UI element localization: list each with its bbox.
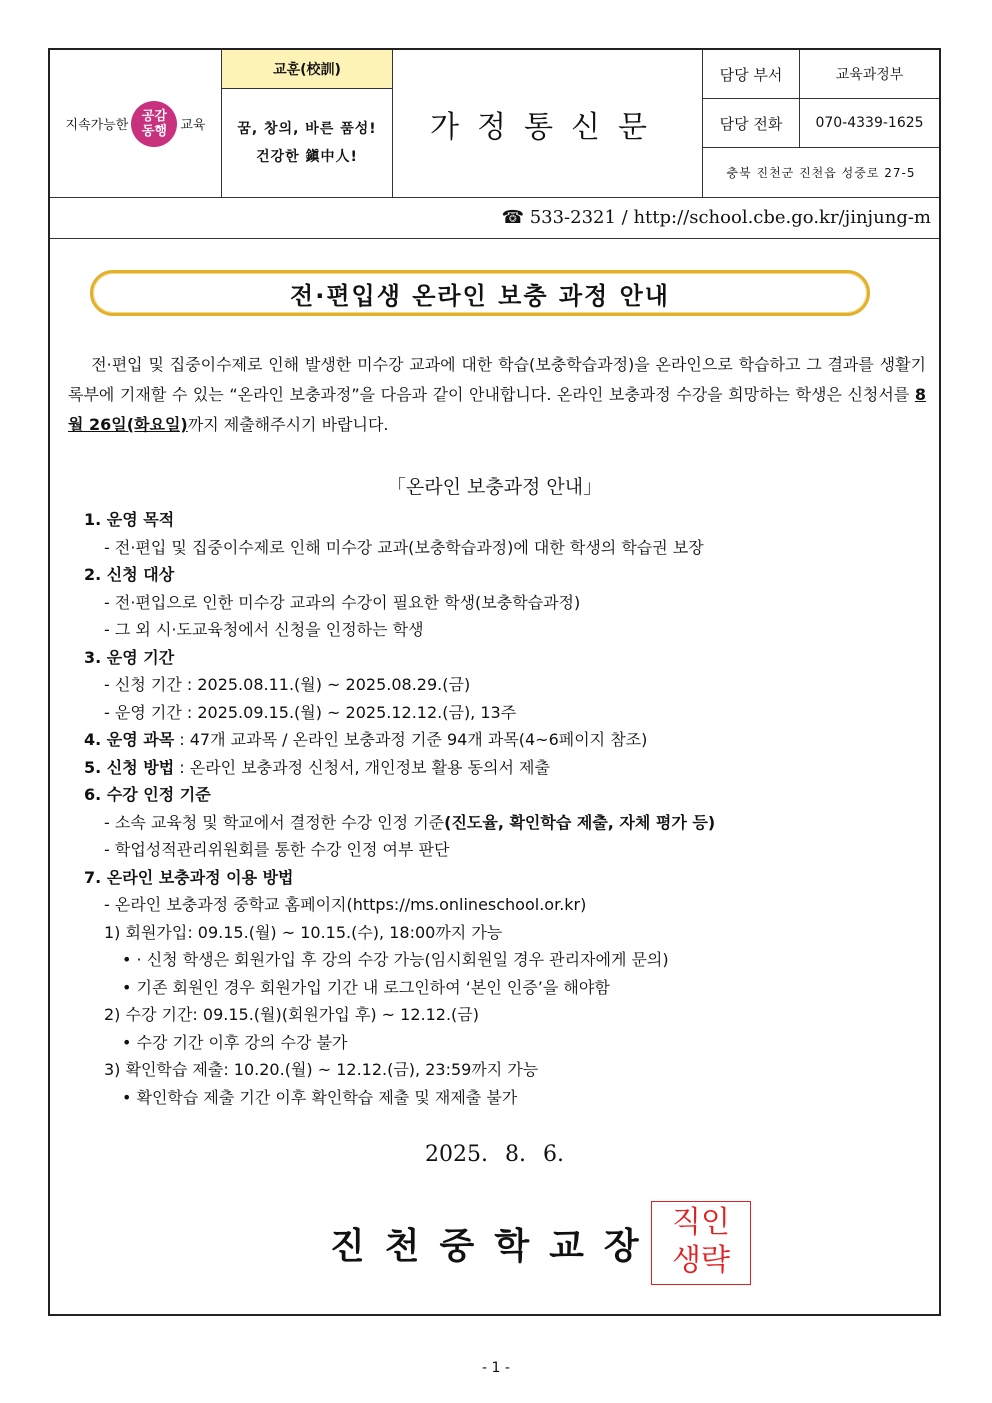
section-7-step-1: 1) 회원가입: 09.15.(월) ~ 10.15.(수), 18:00까지 가능	[104, 922, 503, 942]
school-motto	[222, 50, 393, 197]
section-1-title: 1. 운영 목적	[84, 510, 175, 529]
motto-title: 교훈(校訓)	[222, 50, 392, 89]
dept-label: 담당 부서	[703, 50, 800, 98]
section-2-item-2: - 그 외 시·도교육청에서 신청을 인정하는 학생	[104, 620, 424, 639]
intro-text-end: 까지 제출해주시기 바랍니다.	[187, 415, 389, 434]
section-7-item-1: - 온라인 보충과정 중학교 홈페이지(https://ms.onlineschool.or.kr)	[104, 895, 587, 914]
section-7-bullet-2: • 기존 회원인 경우 회원가입 기간 내 로그인하여 ‘본인 인증’을 해야함	[122, 977, 610, 997]
section-4-title: 4. 운영 과목	[84, 730, 175, 749]
page-number: - 1 -	[482, 1360, 510, 1376]
section-7-step-3: 3) 확인학습 제출: 10.20.(월) ~ 12.12.(금), 23:59까지 가능	[104, 1060, 539, 1079]
seal-omitted-stamp	[651, 1201, 751, 1285]
section-3-item-1: - 신청 기간 : 2025.08.11.(월) ~ 2025.08.29.(금)	[104, 675, 471, 694]
section-7-bullet-4: • 확인학습 제출 기간 이후 확인학습 제출 및 재제출 불가	[122, 1087, 518, 1107]
section-6-title: 6. 수강 인정 기준	[84, 785, 211, 804]
motto-line-2: 건강한 鎭中人!	[256, 149, 358, 165]
section-6-item-1-bold: (진도율, 확인학습 제출, 자체 평가 등)	[444, 812, 716, 832]
section-6-item-1	[84, 809, 934, 837]
section-6-item-1-text: - 소속 교육청 및 학교에서 결정한 수강 인정 기준	[104, 812, 445, 832]
section-2-title: 2. 신청 대상	[84, 565, 175, 584]
phone-value: 070-4339-1625	[815, 115, 924, 131]
intro-text: 전·편입 및 집중이수제로 인해 발생한 미수강 교과에 대한 학습(보충학습과정)을 온라인으로 학습하고 그 결과를 생활기록부에 기재할 수 있는 “온라인 보충과정”을 다음과 같이 안내합니다. 온라인 보충과정 수강을 희망하는 학생은 신청서를	[68, 355, 927, 404]
dept-value: 교육과정부	[835, 67, 904, 83]
section-7-bullet-3: • 수강 기간 이후 강의 수강 불가	[122, 1032, 348, 1052]
logo-prefix: 지속가능한	[65, 118, 129, 133]
logo-circle	[131, 101, 177, 147]
section-3-title: 3. 운영 기간	[84, 647, 175, 667]
stamp-line-1: 직인	[672, 1205, 730, 1240]
section-7-title: 7. 온라인 보충과정 이용 방법	[84, 867, 294, 887]
slogan-logo	[50, 50, 222, 197]
phone-label: 담당 전화	[703, 99, 800, 147]
motto-line-1: 꿈, 창의, 바른 품성!	[237, 121, 377, 137]
stamp-line-2: 생략	[672, 1243, 730, 1278]
due-date: 8월 26일(화요일)	[68, 385, 926, 434]
section-7-step-2: 2) 수강 기간: 09.15.(월)(회원가입 후) ~ 12.12.(금)	[104, 1005, 479, 1024]
school-address: 충북 진천군 진천읍 성중로 27-5	[726, 166, 916, 180]
document-title: 가정통신문	[393, 50, 703, 197]
guide-list	[84, 506, 934, 1111]
section-4-text: : 47개 교과목 / 온라인 보충과정 기준 94개 과목(4~6페이지 참조)	[174, 730, 648, 749]
school-principal: 진천중학교장	[330, 1226, 659, 1267]
section-subtitle: 「온라인 보충과정 안내」	[386, 476, 603, 498]
notice-frame	[48, 48, 941, 1316]
intro-paragraph	[68, 350, 926, 440]
section-2-item-1: - 전·편입으로 인한 미수강 교과의 수강이 필요한 학생(보충학습과정)	[104, 592, 581, 612]
section-5-title: 5. 신청 방법	[84, 757, 175, 777]
header-table	[50, 50, 939, 198]
contact-info	[703, 50, 939, 197]
notice-title: 전·편입생 온라인 보충 과정 안내	[90, 270, 870, 316]
logo-circle-top: 공감	[141, 108, 167, 124]
logo-circle-bottom: 동행	[141, 123, 167, 139]
contact-line: ☎ 533-2321 / http://school.cbe.go.kr/jinjung-m	[50, 197, 939, 239]
issue-date: 2025. 8. 6.	[425, 1142, 564, 1167]
section-7-bullet-1: • · 신청 학생은 회원가입 후 강의 수강 가능(임시회원일 경우 관리자에게 문의)	[122, 950, 669, 969]
section-5-text: : 온라인 보충과정 신청서, 개인정보 활용 동의서 제출	[174, 757, 550, 777]
section-5	[84, 754, 934, 782]
section-3-item-2: - 운영 기간 : 2025.09.15.(월) ~ 2025.12.12.(금), 13주	[104, 702, 517, 722]
section-4	[84, 726, 934, 754]
section-1-item: - 전·편입 및 집중이수제로 인해 미수강 교과(보충학습과정)에 대한 학생의 학습권 보장	[104, 537, 704, 557]
section-6-item-2: - 학업성적관리위원회를 통한 수강 인정 여부 판단	[104, 840, 450, 859]
logo-suffix: 교육	[180, 118, 206, 133]
